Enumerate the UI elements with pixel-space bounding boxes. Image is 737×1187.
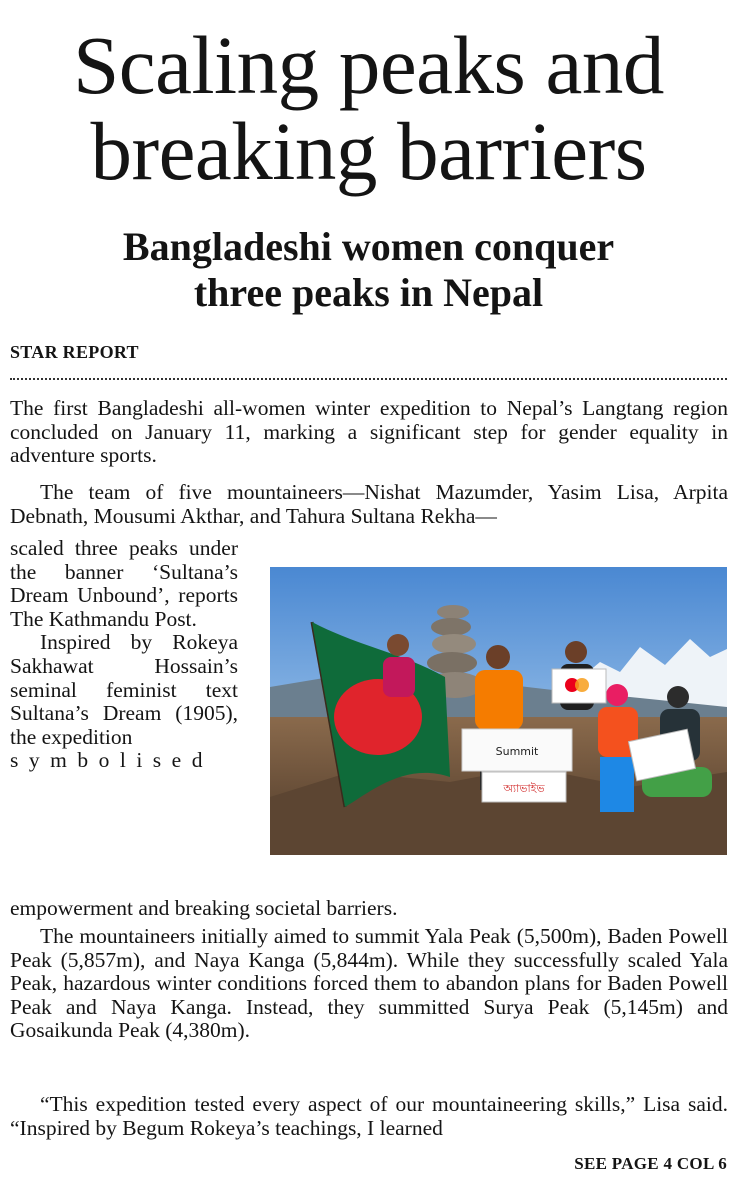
svg-text:Summit: Summit (495, 745, 539, 758)
subhead-line-2: three peaks in Nepal (193, 270, 544, 315)
dotted-divider (10, 378, 727, 380)
paragraph-team: The team of five mountaineers—Nishat Mazumder, Yasim Lisa, Arpita Debnath, Mousumi Akthar, and Tahura Sultana Rekha— (10, 480, 728, 528)
sponsor-card (552, 669, 606, 703)
paragraph-quote: “This expedition tested every aspect of our mountaineering skills,” Lisa said. “Inspired by Begum Rokeya’s teachings, I learned (10, 1092, 728, 1140)
paragraph-intro: The first Bangladeshi all-women winter expedition to Nepal’s Langtang region concluded on January 11, marking a significant step for gender equality in adventure sports. (10, 396, 728, 468)
subhead-line-1: Bangladeshi women conquer (122, 224, 615, 269)
column-text-a: scaled three peaks under the banner ‘Sultana’s Dream Unbound’, reports The Kathmandu Post. (10, 536, 238, 631)
svg-text:অ্যাভাইভ: অ্যাভাইভ (503, 782, 545, 795)
headline (0, 19, 737, 197)
paragraph-empowerment: empowerment and breaking societal barriers. (10, 896, 398, 920)
paragraph-peaks: The mountaineers initially aimed to summit Yala Peak (5,500m), Baden Powell Peak (5,857m), and Naya Kanga (5,844m). While they successfully scaled Yala Peak, hazardous winter conditions forced them to abandon plans for Baden Powell Peak and Naya Kanga. Instead, they summitted Surya Peak (5,145m) and Gosaikunda Peak (4,380m). (10, 924, 728, 1043)
continuation-jump: SEE PAGE 4 COL 6 (574, 1154, 727, 1173)
summit-banner (462, 729, 572, 771)
byline: STAR REPORT (10, 342, 139, 362)
sponsor-sign (482, 772, 566, 802)
headline-line-2: breaking barriers (90, 105, 647, 197)
subheadline (0, 224, 737, 316)
expedition-photo (270, 567, 727, 855)
column-text-spaced: symbolised (10, 748, 213, 773)
wrapped-column (10, 537, 238, 773)
headline-line-1: Scaling peaks and (73, 19, 664, 111)
column-text-b: Inspired by Rokeya Sakhawat Hossain’s seminal feminist text Sultana’s Dream (1905), the expedition (10, 630, 238, 749)
